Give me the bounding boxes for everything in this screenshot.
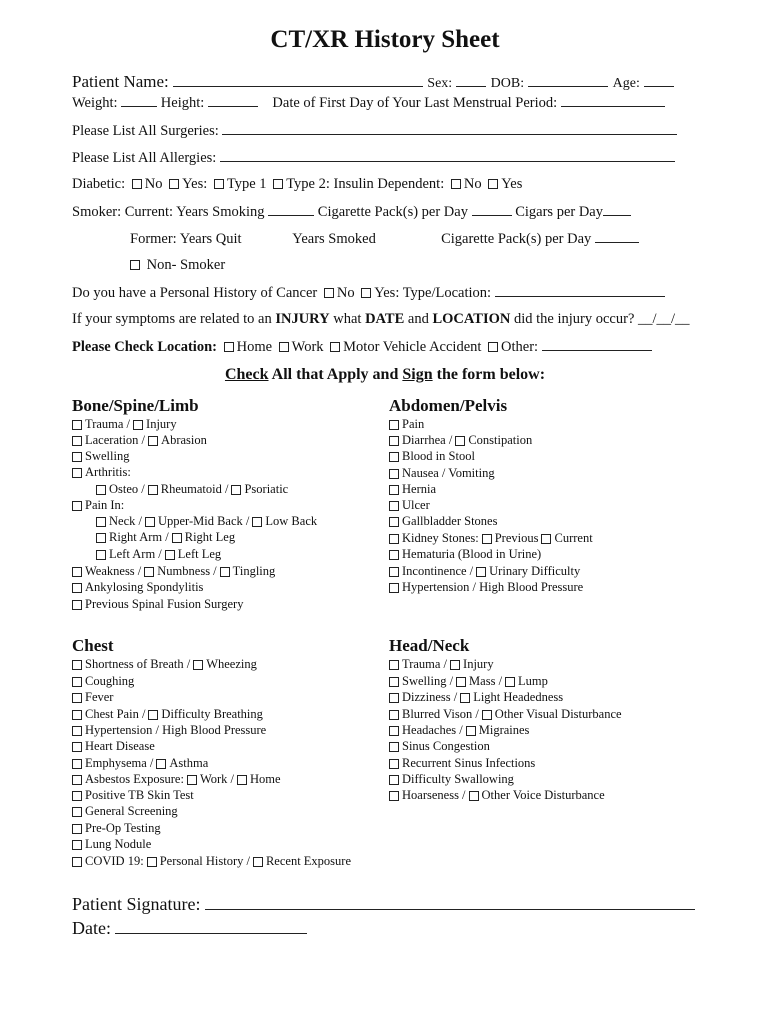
neck-checkbox[interactable] — [96, 517, 106, 527]
item-label: Osteo / — [109, 482, 145, 496]
left-arm-checkbox[interactable] — [96, 550, 106, 560]
item-label: Current — [554, 531, 593, 545]
item-label: Ankylosing Spondylitis — [85, 580, 204, 594]
diabetic-yes-label: Yes: — [182, 176, 208, 192]
psoriatic-checkbox[interactable] — [231, 485, 241, 495]
height-field[interactable] — [208, 94, 258, 107]
cigars-field[interactable] — [603, 203, 631, 216]
insulin-yes-checkbox[interactable] — [488, 179, 498, 189]
right-leg-checkbox[interactable] — [172, 533, 182, 543]
diabetic-row — [72, 176, 522, 193]
location-other-checkbox[interactable] — [488, 342, 498, 352]
head-swelling-checkbox[interactable] — [389, 677, 399, 687]
item-label: Right Arm / — [109, 530, 169, 544]
list-item — [72, 464, 131, 480]
years-smoking-field[interactable] — [268, 203, 314, 216]
item-label: Weakness / — [85, 564, 142, 578]
tb-test-checkbox[interactable] — [72, 791, 82, 801]
non-smoker-checkbox[interactable] — [130, 260, 140, 270]
smoker-current-label: Smoker: Current: Years Smoking — [72, 204, 265, 220]
upper-mid-back-checkbox[interactable] — [145, 517, 155, 527]
item-label: Injury — [463, 657, 494, 671]
sob-checkbox[interactable] — [72, 660, 82, 670]
item-label: Emphysema / — [85, 756, 154, 770]
allergies-field[interactable] — [220, 149, 675, 162]
item-label: Lump — [518, 674, 548, 688]
rheumatoid-checkbox[interactable] — [148, 485, 158, 495]
smoker-former-row — [130, 230, 639, 248]
item-label: Injury — [146, 417, 177, 431]
item-label: Fever — [85, 690, 114, 704]
insulin-no-checkbox[interactable] — [451, 179, 461, 189]
list-item — [389, 722, 529, 738]
list-item — [389, 416, 424, 432]
item-label: Constipation — [468, 433, 533, 447]
list-item — [72, 656, 257, 672]
list-item — [389, 432, 532, 448]
allergies-label: Please List All Allergies: — [72, 150, 217, 166]
surgeries-label: Please List All Surgeries: — [72, 123, 219, 139]
cancer-no-label: No — [336, 285, 355, 301]
kidney-stones-checkbox[interactable] — [389, 534, 399, 544]
former-label: Former: Years Quit — [130, 231, 242, 247]
list-item — [72, 722, 266, 738]
light-headedness-checkbox[interactable] — [460, 693, 470, 703]
list-item — [72, 738, 155, 754]
allergies-row — [72, 149, 675, 167]
asbestos-home-checkbox[interactable] — [237, 775, 247, 785]
list-item — [72, 787, 194, 803]
list-item — [389, 563, 580, 579]
trauma-checkbox[interactable] — [72, 420, 82, 430]
location-row — [72, 338, 652, 356]
item-label: Low Back — [265, 514, 318, 528]
injury-what: what — [333, 311, 362, 327]
height-label: Height: — [160, 95, 205, 111]
type2-label: Type 2: — [286, 176, 330, 192]
swelling-checkbox[interactable] — [72, 452, 82, 462]
headaches-checkbox[interactable] — [389, 726, 399, 736]
injury-checkbox[interactable] — [133, 420, 143, 430]
injury-location-word: LOCATION — [432, 311, 511, 327]
age-field[interactable] — [644, 74, 674, 87]
location-home-label: Home — [236, 339, 273, 355]
item-label: Swelling / — [402, 674, 454, 688]
age-label: Age: — [612, 76, 640, 91]
item-label: Hypertension / High Blood Pressure — [85, 723, 267, 737]
item-label: Coughing — [85, 674, 135, 688]
item-label: Asthma — [169, 756, 209, 770]
head-section-title: Head/Neck — [389, 636, 470, 655]
item-label: Pain In: — [85, 498, 125, 512]
item-label: Laceration / — [85, 433, 146, 447]
location-mva-label: Motor Vehicle Accident — [343, 339, 482, 355]
list-item — [389, 689, 563, 705]
list-item — [72, 497, 124, 513]
weight-height-row — [72, 94, 665, 112]
injury-word: INJURY — [275, 311, 330, 327]
cancer-type-field[interactable] — [495, 284, 665, 297]
weight-label: Weight: — [72, 95, 118, 111]
covid-exposure-checkbox[interactable] — [253, 857, 263, 867]
item-label: Swelling — [85, 449, 130, 463]
item-label: Asbestos Exposure: — [85, 772, 184, 786]
signature-field[interactable] — [205, 895, 695, 910]
injury-date-word: DATE — [365, 311, 405, 327]
kidney-current-checkbox[interactable] — [541, 534, 551, 544]
cancer-row — [72, 284, 665, 302]
item-label: Urinary Difficulty — [489, 564, 581, 578]
pain-in-checkbox[interactable] — [72, 501, 82, 511]
years-smoked-label: Years Smoked — [292, 231, 376, 247]
osteo-checkbox[interactable] — [96, 485, 106, 495]
item-label: Dizziness / — [402, 690, 458, 704]
lmp-label: Date of First Day of Your Last Menstrual Period: — [272, 95, 558, 111]
weakness-checkbox[interactable] — [72, 567, 82, 577]
list-item — [72, 853, 351, 869]
mass-checkbox[interactable] — [456, 677, 466, 687]
general-screening-checkbox[interactable] — [72, 807, 82, 817]
cancer-yes-label: Yes: Type/Location: — [374, 285, 492, 301]
right-arm-checkbox[interactable] — [96, 533, 106, 543]
list-item — [96, 481, 288, 497]
sinus-infections-checkbox[interactable] — [389, 759, 399, 769]
swallowing-checkbox[interactable] — [389, 775, 399, 785]
item-label: Home — [250, 772, 281, 786]
location-home-checkbox[interactable] — [224, 342, 234, 352]
voice-disturbance-checkbox[interactable] — [469, 791, 479, 801]
item-label: Upper-Mid Back / — [157, 514, 250, 528]
item-label: Ulcer — [402, 498, 430, 512]
item-label: Left Leg — [177, 547, 222, 561]
list-item — [389, 465, 495, 481]
item-label: Neck / — [109, 514, 142, 528]
location-mva-checkbox[interactable] — [330, 342, 340, 352]
item-label: Nausea / Vomiting — [402, 466, 495, 480]
item-label: Blood in Stool — [402, 449, 475, 463]
sex-field[interactable] — [456, 74, 486, 87]
item-label: Lung Nodule — [85, 837, 152, 851]
surgeries-row — [72, 122, 677, 140]
item-label: Work / — [199, 772, 235, 786]
blurred-vision-checkbox[interactable] — [389, 710, 399, 720]
chest-hypertension-checkbox[interactable] — [72, 726, 82, 736]
list-item — [72, 689, 113, 705]
covid-checkbox[interactable] — [72, 857, 82, 867]
type2-checkbox[interactable] — [273, 179, 283, 189]
item-label: Light Headedness — [473, 690, 564, 704]
non-smoker-label: Non- Smoker — [146, 257, 226, 273]
diabetic-yes-checkbox[interactable] — [169, 179, 179, 189]
item-label: Difficulty Breathing — [161, 707, 263, 721]
head-injury-checkbox[interactable] — [450, 660, 460, 670]
item-label: Wheezing — [206, 657, 257, 671]
item-label: Previous — [494, 531, 539, 545]
list-item — [389, 656, 494, 672]
item-label: Trauma / — [85, 417, 131, 431]
injury-row — [72, 311, 690, 328]
dizziness-checkbox[interactable] — [389, 693, 399, 703]
item-label: Rheumatoid / — [160, 482, 229, 496]
patient-name-row — [72, 72, 674, 92]
migraines-checkbox[interactable] — [466, 726, 476, 736]
item-label: Hoarseness / — [402, 788, 466, 802]
chest-section-title: Chest — [72, 636, 114, 655]
instruction-line — [0, 366, 770, 384]
lump-checkbox[interactable] — [505, 677, 515, 687]
instruction-rest: the form below: — [436, 366, 546, 383]
list-item — [389, 530, 593, 546]
heart-disease-checkbox[interactable] — [72, 742, 82, 752]
list-item — [96, 513, 317, 529]
type1-checkbox[interactable] — [214, 179, 224, 189]
abrasion-checkbox[interactable] — [148, 436, 158, 446]
list-item — [72, 596, 243, 612]
left-leg-checkbox[interactable] — [165, 550, 175, 560]
list-item — [389, 448, 475, 464]
item-label: Mass / — [469, 674, 503, 688]
ankylosing-checkbox[interactable] — [72, 583, 82, 593]
chest-pain-checkbox[interactable] — [72, 710, 82, 720]
nausea-checkbox[interactable] — [389, 469, 399, 479]
item-label: Right Leg — [184, 530, 236, 544]
location-work-checkbox[interactable] — [279, 342, 289, 352]
item-label: Previous Spinal Fusion Surgery — [85, 597, 244, 611]
list-item — [72, 448, 129, 464]
item-label: Hernia — [402, 482, 437, 496]
lung-nodule-checkbox[interactable] — [72, 840, 82, 850]
item-label: Kidney Stones: — [402, 531, 479, 545]
item-label: Difficulty Swallowing — [402, 772, 514, 786]
non-smoker-row — [130, 257, 225, 274]
abdomen-section-title: Abdomen/Pelvis — [389, 396, 508, 415]
item-label: Pre-Op Testing — [85, 821, 161, 835]
item-label: Incontinence / — [402, 564, 474, 578]
item-label: Psoriatic — [244, 482, 289, 496]
kidney-previous-checkbox[interactable] — [482, 534, 492, 544]
dob-label: DOB: — [490, 76, 525, 91]
surgeries-field[interactable] — [222, 122, 677, 135]
item-label: Tingling — [232, 564, 276, 578]
page-title: CT/XR History Sheet — [270, 26, 500, 53]
smoker-current-row — [72, 203, 631, 221]
hematuria-checkbox[interactable] — [389, 550, 399, 560]
list-item — [389, 481, 436, 497]
item-label: Chest Pain / — [85, 707, 146, 721]
item-label: Blurred Vison / — [402, 707, 479, 721]
instruction-sign: Sign — [402, 366, 433, 383]
low-back-checkbox[interactable] — [252, 517, 262, 527]
sex-label: Sex: — [427, 76, 453, 91]
cigars-label: Cigars per Day — [515, 204, 603, 220]
date-row — [72, 918, 307, 939]
cig-packs-field[interactable] — [472, 203, 512, 216]
list-item — [389, 755, 535, 771]
diarrhea-checkbox[interactable] — [389, 436, 399, 446]
injury-post: did the injury occur? — [513, 311, 635, 327]
spinal-fusion-checkbox[interactable] — [72, 600, 82, 610]
item-label: Personal History / — [159, 854, 250, 868]
bone-section-title: Bone/Spine/Limb — [72, 396, 199, 415]
dob-field[interactable] — [528, 74, 608, 87]
location-work-label: Work — [291, 339, 324, 355]
list-item — [389, 546, 541, 562]
list-item — [96, 529, 235, 545]
item-label: Migraines — [478, 723, 530, 737]
weight-field[interactable] — [121, 94, 157, 107]
location-other-field[interactable] — [542, 338, 652, 351]
item-label: Sinus Congestion — [402, 739, 490, 753]
diabetic-label: Diabetic: — [72, 176, 126, 192]
item-label: Hypertension / High Blood Pressure — [402, 580, 584, 594]
item-label: General Screening — [85, 804, 178, 818]
list-item — [389, 738, 490, 754]
tingling-checkbox[interactable] — [220, 567, 230, 577]
gallbladder-checkbox[interactable] — [389, 517, 399, 527]
covid-history-checkbox[interactable] — [147, 857, 157, 867]
difficulty-breathing-checkbox[interactable] — [148, 710, 158, 720]
item-label: Gallbladder Stones — [402, 514, 498, 528]
cancer-no-checkbox[interactable] — [324, 288, 334, 298]
list-item — [389, 497, 430, 513]
list-item — [72, 836, 151, 852]
hoarseness-checkbox[interactable] — [389, 791, 399, 801]
pre-op-checkbox[interactable] — [72, 824, 82, 834]
wheezing-checkbox[interactable] — [193, 660, 203, 670]
former-packs-field[interactable] — [595, 230, 639, 243]
numbness-checkbox[interactable] — [144, 567, 154, 577]
insulin-label: Insulin Dependent: — [333, 176, 445, 192]
item-label: Recurrent Sinus Infections — [402, 756, 536, 770]
laceration-checkbox[interactable] — [72, 436, 82, 446]
patient-name-label: Patient Name: — [72, 72, 169, 91]
asthma-checkbox[interactable] — [156, 759, 166, 769]
item-label: Heart Disease — [85, 739, 155, 753]
list-item — [96, 546, 221, 562]
emphysema-checkbox[interactable] — [72, 759, 82, 769]
type1-label: Type 1 — [226, 176, 267, 192]
incontinence-checkbox[interactable] — [389, 567, 399, 577]
ulcer-checkbox[interactable] — [389, 501, 399, 511]
list-item — [389, 787, 605, 803]
list-item — [72, 771, 281, 787]
item-label: COVID 19: — [85, 854, 144, 868]
patient-name-field[interactable] — [173, 74, 423, 87]
insulin-yes-label: Yes — [501, 176, 523, 192]
list-item — [72, 755, 208, 771]
sinus-congestion-checkbox[interactable] — [389, 742, 399, 752]
list-item — [389, 579, 583, 595]
list-item — [72, 820, 161, 836]
item-label: Numbness / — [157, 564, 217, 578]
injury-and: and — [407, 311, 429, 327]
asbestos-work-checkbox[interactable] — [187, 775, 197, 785]
blood-stool-checkbox[interactable] — [389, 452, 399, 462]
abd-pain-checkbox[interactable] — [389, 420, 399, 430]
item-label: Shortness of Breath / — [85, 657, 191, 671]
list-item — [72, 416, 177, 432]
date-label: Date: — [72, 918, 111, 938]
arthritis-checkbox[interactable] — [72, 468, 82, 478]
asbestos-checkbox[interactable] — [72, 775, 82, 785]
item-label: Left Arm / — [109, 547, 162, 561]
lmp-field[interactable] — [561, 94, 665, 107]
signature-label: Patient Signature: — [72, 894, 201, 914]
diabetic-no-label: No — [144, 176, 163, 192]
head-trauma-checkbox[interactable] — [389, 660, 399, 670]
coughing-checkbox[interactable] — [72, 677, 82, 687]
list-item — [389, 673, 548, 689]
item-label: Pain — [402, 417, 425, 431]
signature-row — [72, 894, 695, 915]
list-item — [72, 673, 134, 689]
item-label: Abrasion — [161, 433, 207, 447]
item-label: Other Visual Disturbance — [494, 707, 622, 721]
list-item — [72, 803, 178, 819]
list-item — [72, 706, 263, 722]
item-label: Headaches / — [402, 723, 463, 737]
cancer-label: Do you have a Personal History of Cancer — [72, 285, 318, 301]
item-label: Hematuria (Blood in Urine) — [402, 547, 542, 561]
list-item — [389, 513, 497, 529]
visual-disturbance-checkbox[interactable] — [482, 710, 492, 720]
abd-hypertension-checkbox[interactable] — [389, 583, 399, 593]
item-label: Diarrhea / — [402, 433, 453, 447]
fever-checkbox[interactable] — [72, 693, 82, 703]
former-packs-label: Cigarette Pack(s) per Day — [441, 231, 592, 247]
item-label: Trauma / — [402, 657, 448, 671]
list-item — [72, 579, 203, 595]
item-label: Arthritis: — [85, 465, 131, 479]
hernia-checkbox[interactable] — [389, 485, 399, 495]
insulin-no-label: No — [463, 176, 482, 192]
urinary-difficulty-checkbox[interactable] — [476, 567, 486, 577]
location-label: Please Check Location: — [72, 339, 217, 355]
item-label: Recent Exposure — [265, 854, 352, 868]
injury-pre: If your symptoms are related to an — [72, 311, 272, 327]
cancer-yes-checkbox[interactable] — [361, 288, 371, 298]
date-field[interactable] — [115, 919, 307, 934]
item-label: Positive TB Skin Test — [85, 788, 194, 802]
list-item — [72, 432, 207, 448]
cig-packs-label: Cigarette Pack(s) per Day — [317, 204, 468, 220]
diabetic-no-checkbox[interactable] — [132, 179, 142, 189]
item-label: Other Voice Disturbance — [481, 788, 605, 802]
instruction-check: Check — [224, 366, 269, 383]
instruction-all: All that Apply and — [271, 366, 399, 383]
list-item — [389, 706, 622, 722]
list-item — [72, 563, 275, 579]
constipation-checkbox[interactable] — [455, 436, 465, 446]
location-other-label: Other: — [501, 339, 539, 355]
list-item — [389, 771, 514, 787]
injury-date-field[interactable]: __/__/__ — [638, 311, 690, 327]
